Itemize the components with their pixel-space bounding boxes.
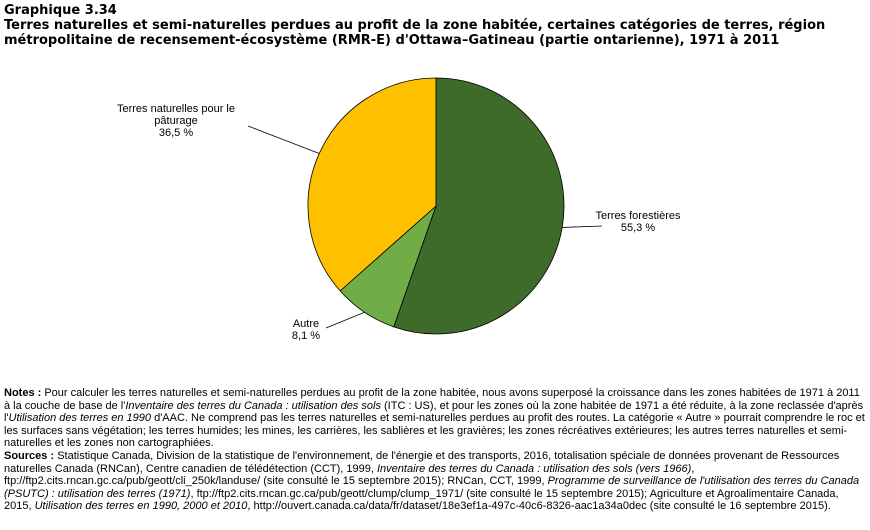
leader-line [326, 312, 365, 328]
notes-italic: Utilisation des terres en 1990 [8, 412, 152, 425]
sources-text: Statistique Canada, Division de la statistique de l'environnement, de l'énergie et des transports, 2016, totalisation spéciale de données provenant de Ressources naturelles Canada (RNCan), Centre canadien de télédétection (CCT), 1999, [4, 449, 840, 475]
notes-paragraph [4, 387, 866, 450]
data-label: 55,3 % [620, 222, 656, 234]
slice-label: Terres naturelles pour le [116, 103, 236, 115]
sources-italic: Programme de surveillance de l'utilisation des terres du Canada (PSUTC) : utilisation des terres (1971) [4, 475, 860, 500]
sources-text: , ftp://ftp2.cits.rncan.gc.ca/pub/geott/cli_250k/landuse/ (site consulté le 15 septembre 2015); RNCan, CCT, 1999, [4, 462, 695, 488]
notes-text: Pour calculer les terres naturelles et semi-naturelles perdues au profit de la zone habitée, nous avons superposé la croissance dans les zones habitées de 1971 à 2011 à la couche de base de l' [4, 387, 860, 412]
chart-number: Graphique 3.34 [4, 3, 117, 18]
sources-text: , http://ouvert.canada.ca/data/fr/dataset/18e3ef1a-497c-40c6-8326-aac1a34a0dec (site consulté le 16 septembre 2015). [247, 500, 831, 513]
data-label: 8,1 % [291, 330, 321, 342]
notes-label: Notes : [4, 387, 42, 399]
sources-text: , ftp://ftp2.cits.rncan.gc.ca/pub/geott/clump/clump_1971/ (site consulté le 15 septembre 2015); Agriculture et Agroalimentaire Canada, 2015, [4, 487, 839, 513]
notes-text: d'AAC. Ne comprend pas les terres naturelles et semi-naturelles perdues au profit des routes. La catégorie « Autre » pourrait comprendre le roc et les surfaces sans végétation; les terres humides; les mines, les carrières, les sablières et les gravières; les zones récréatives extérieures; les autres terres naturelles et semi-naturelles et les zones non cartographiées. [4, 412, 865, 450]
slice-label: Autre [292, 318, 320, 330]
notes-italic: Inventaire des terres du Canada : utilisation des sols [125, 399, 381, 412]
leader-line [248, 126, 319, 153]
pie-slices [308, 78, 564, 334]
sources-italic: Utilisation des terres en 1990, 2000 et 2010 [34, 500, 248, 513]
leader-line [562, 226, 602, 227]
slice-label: pâturage [154, 115, 198, 127]
slice-label: Terres forestières [595, 210, 681, 222]
sources-paragraph [4, 450, 866, 513]
chart-title: Terres naturelles et semi-naturelles perdues au profit de la zone habitée, certaines catégories de terres, région métropolitaine de recensement-écosystème (RMR-E) d'Ottawa–Gatineau (partie ontarienne), 1971 à 2011 [4, 18, 826, 48]
sources-italic: Inventaire des terres du Canada : utilisation des sols (vers 1966) [376, 462, 692, 475]
notes-text: (ITC : US), et pour les zones où la zone habitée de 1971 a été réduite, à la zone reclassée d'après l' [4, 399, 864, 425]
sources-label: Sources : [4, 449, 55, 462]
data-label: 36,5 % [158, 127, 194, 139]
notes-section [4, 387, 866, 513]
